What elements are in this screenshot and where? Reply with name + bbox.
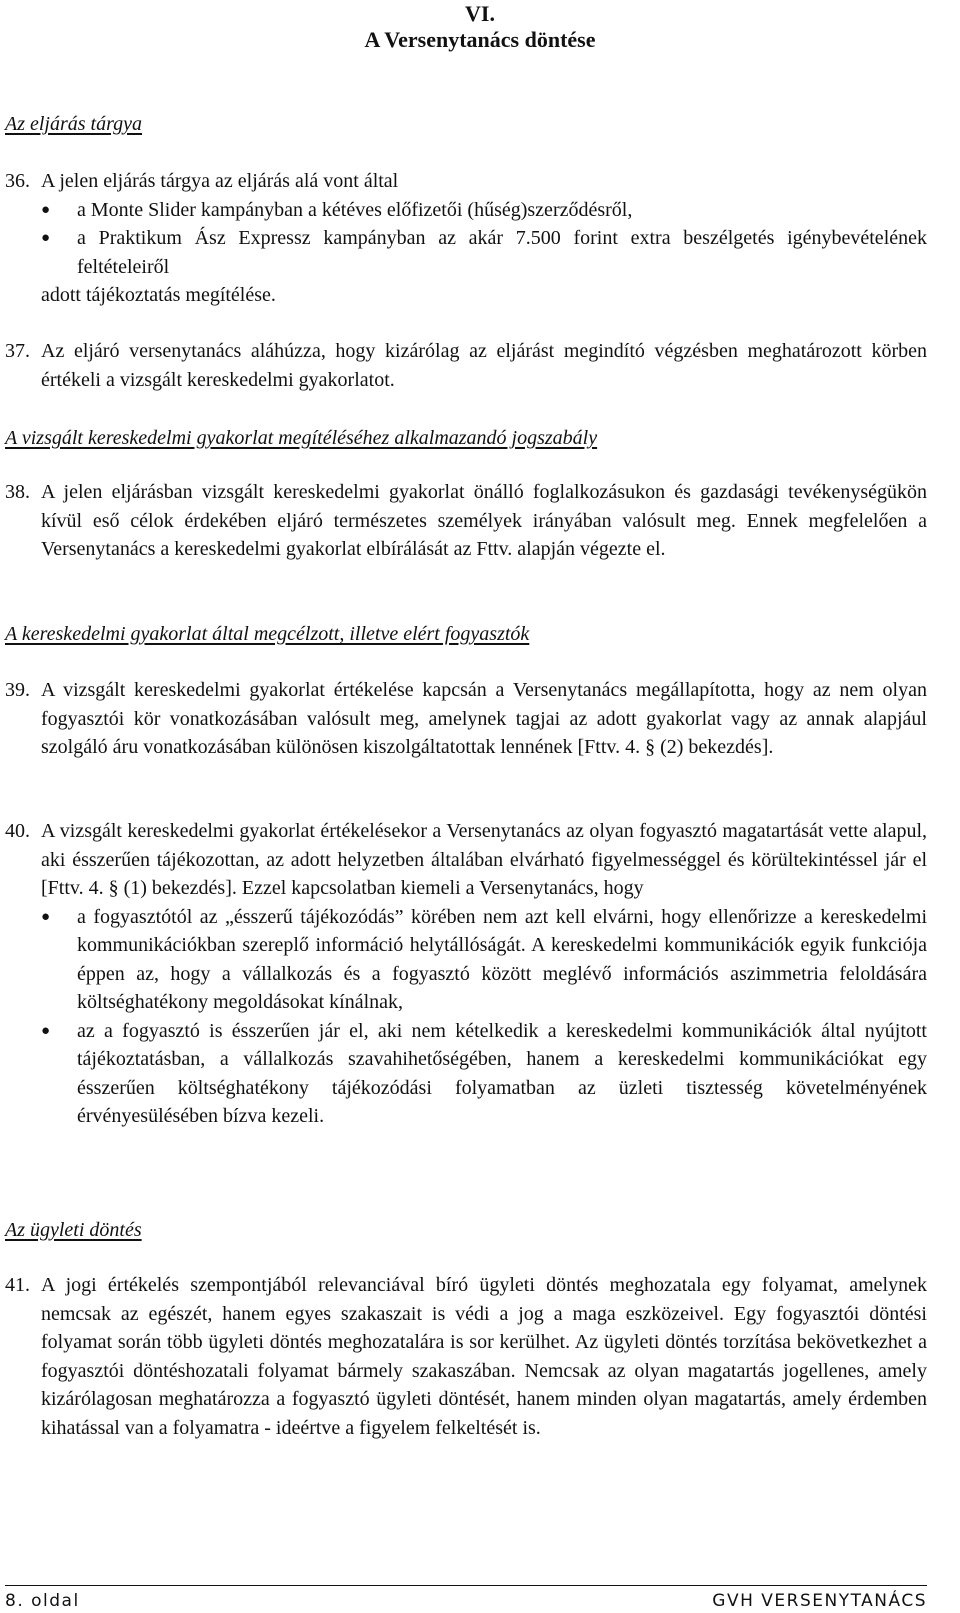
section-heading-subject: Az eljárás tárgya — [5, 113, 143, 135]
list-item — [41, 196, 927, 225]
paragraph-text: A jelen eljárásban vizsgált kereskedelmi gyakorlat önálló foglalkozásukon és gazdasági tevékenységükön kívül eső célok érdekében eljáró természetes személyek irányában valósult meg. Ennek megfelelően a Versenytanács a kereskedelmi gyakorlat elbírálását az Fttv. alapján végezte el. — [41, 481, 927, 560]
section-heading-consumers: A kereskedelmi gyakorlat által megcélzott, illetve elért fogyasztók — [5, 623, 530, 645]
paragraph-36 — [5, 167, 927, 310]
bullet-icon: ● — [41, 1022, 51, 1039]
paragraph-37 — [5, 337, 927, 394]
list-item-text: a fogyasztótól az „ésszerű tájékozódás” körében nem azt kell elvárni, hogy ellenőrizze a kereskedelmi kommunikációkban szereplő információ helytállóságát. A kereskedelmi kommunikációk egyik funkciója éppen az, hogy a vállalkozás és a fogyasztó között meglévő információs aszimmetria feloldására költséghatékony megoldásokat kínálnak, — [77, 905, 927, 1013]
list-item-text: a Praktikum Ász Expressz kampányban az akár 7.500 forint extra beszélgetés igénybevételének feltételeiről — [77, 227, 927, 278]
paragraph-tail: adott tájékoztatás megítélése. — [41, 284, 276, 306]
list-item-text: az a fogyasztó is ésszerűen jár el, aki nem kételkedik a kereskedelmi kommunikációk által nyújtott tájékoztatásban, a vállalkozás szavahihetőségében, hanem a kereskedelmi kommunikációkat egy ésszerűen költséghatékony tájékozódási folyamatban az üzleti tisztesség követelményének érvényesülésében bízva kezeli. — [77, 1019, 927, 1127]
section-heading-decision: Az ügyleti döntés — [5, 1219, 142, 1241]
paragraph-39 — [5, 676, 927, 762]
paragraph-number: 40. — [5, 820, 30, 842]
paragraph-number: 39. — [5, 679, 30, 701]
paragraph-number: 41. — [5, 1274, 30, 1296]
bullet-icon: ● — [41, 230, 51, 246]
paragraph-number: 36. — [5, 170, 30, 192]
section-heading-law: A vizsgált kereskedelmi gyakorlat megítéléséhez alkalmazandó jogszabály — [5, 427, 598, 449]
paragraph-text: A vizsgált kereskedelmi gyakorlat értékelésekor a Versenytanács az olyan fogyasztó magatartását vette alapul, aki ésszerűen tájékozottan, az adott helyzetben általában elvárható figyelmességgel és körültekintéssel jár el [Fttv. 4. § (1) bekezdés]. Ezzel kapcsolatban kiemeli a Versenytanács, hogy — [41, 820, 927, 899]
paragraph-text: A jelen eljárás tárgya az eljárás alá vont által — [41, 170, 399, 192]
paragraph-text: Az eljáró versenytanács aláhúzza, hogy kizárólag az eljárást megindító végzésben meghatározott körben értékeli a vizsgált kereskedelmi gyakorlatot. — [41, 340, 927, 391]
list-item — [41, 224, 927, 281]
footer-page-number: 8. oldal — [5, 1591, 80, 1611]
footer-organization: GVH VERSENYTANÁCS — [712, 1591, 927, 1611]
bullet-icon: ● — [41, 201, 51, 218]
paragraph-41 — [5, 1271, 927, 1442]
list-item-text: a Monte Slider kampányban a kétéves előfizetői (hűség)szerződésről, — [77, 198, 633, 221]
footer-divider — [5, 1585, 927, 1586]
paragraph-text: A jogi értékelés szempontjából relevanciával bíró ügyleti döntés meghozatala egy folyamat, amelynek nemcsak az egészét, hanem egyes szakaszait is védi a jog a maga eszközeivel. Egy fogyasztói döntési folyamat során több ügyleti döntés meghozatalára is sor kerülhet. Az ügyleti döntés torzítása bekövetkezhet a fogyasztói döntéshozatali folyamat bármely szakaszában. Nemcsak az olyan magatartás jogellenes, amely kizárólagosan meghatározza a fogyasztó ügyleti döntését, hanem minden olyan magatartás, amely érdemben kihatással van a folyamatra - ideértve a figyelem felkeltését is. — [41, 1274, 927, 1439]
paragraph-number: 37. — [5, 340, 30, 362]
paragraph-number: 38. — [5, 481, 30, 503]
paragraph-38 — [5, 478, 927, 564]
list-item — [41, 903, 927, 1017]
paragraph-40 — [5, 817, 927, 1131]
paragraph-text: A vizsgált kereskedelmi gyakorlat értékelése kapcsán a Versenytanács megállapította, hogy az nem olyan fogyasztói kör vonatkozásában valósult meg, amelynek tagjai az adott gyakorlat vagy az annak alapjául szolgáló áru vonatkozásában különösen kiszolgáltatottak lennének [Fttv. 4. § (2) bekezdés]. — [41, 679, 927, 758]
chapter-number: VI. — [465, 1, 495, 26]
bullet-icon: ● — [41, 908, 51, 925]
list-item — [41, 1017, 927, 1131]
chapter-title: A Versenytanács döntése — [364, 27, 596, 52]
